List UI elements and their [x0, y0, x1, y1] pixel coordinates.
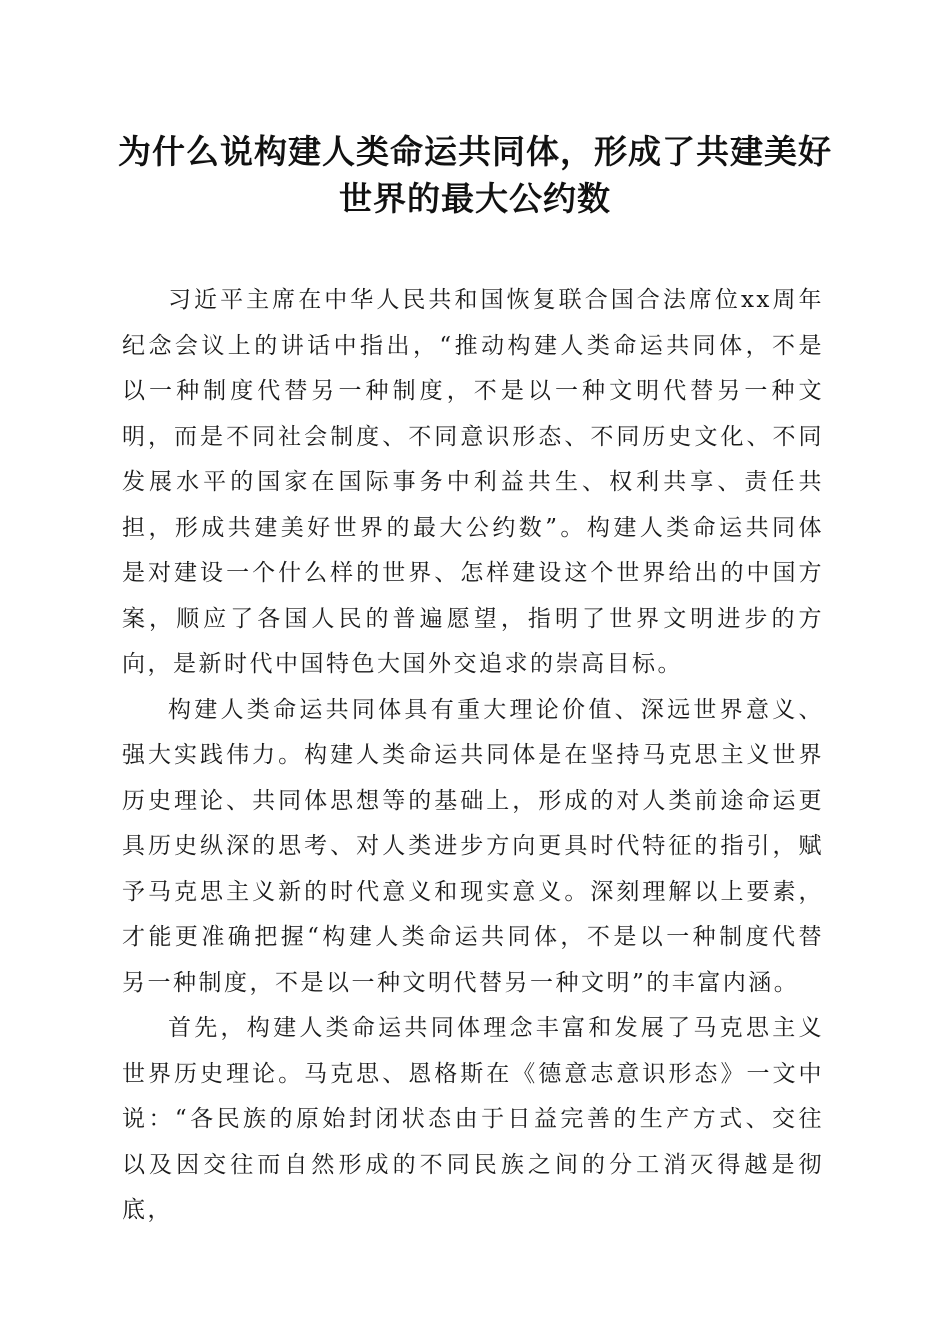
paragraph-1: 习近平主席在中华人民共和国恢复联合国合法席位xx周年纪念会议上的讲话中指出，“推动构建人类命运共同体，不是以一种制度代替另一种制度，不是以一种文明代替另一种文明，而是不同社会制度、不同意识形态、不同历史文化、不同发展水平的国家在国际事务中利益共生、权利共享、责任共担，形成共建美好世界的最大公约数”。构建人类命运共同体是对建设一个什么样的世界、怎样建设这个世界给出的中国方案，顺应了各国人民的普遍愿望，指明了世界文明进步的方向，是新时代中国特色大国外交追求的崇高目标。: [122, 287, 824, 677]
paragraph-2: 构建人类命运共同体具有重大理论价值、深远世界意义、强大实践伟力。构建人类命运共同体是在坚持马克思主义世界历史理论、共同体思想等的基础上，形成的对人类前途命运更具历史纵深的思考、对人类进步方向更具时代特征的指引，赋予马克思主义新的时代意义和现实意义。深刻理解以上要素，才能更准确把握“构建人类命运共同体，不是以一种制度代替另一种制度，不是以一种文明代替另一种文明”的丰富内涵。: [122, 696, 824, 996]
document-body: [122, 278, 824, 1234]
document-title: 为什么说构建人类命运共同体，形成了共建美好世界的最大公约数: [118, 132, 832, 218]
paragraph-3: 首先，构建人类命运共同体理念丰富和发展了马克思主义世界历史理论。马克思、恩格斯在《德意志意识形态》一文中说：“各民族的原始封闭状态由于日益完善的生产方式、交往以及因交往而自然形成的不同民族之间的分工消灭得越是彻底，: [122, 1015, 824, 1223]
